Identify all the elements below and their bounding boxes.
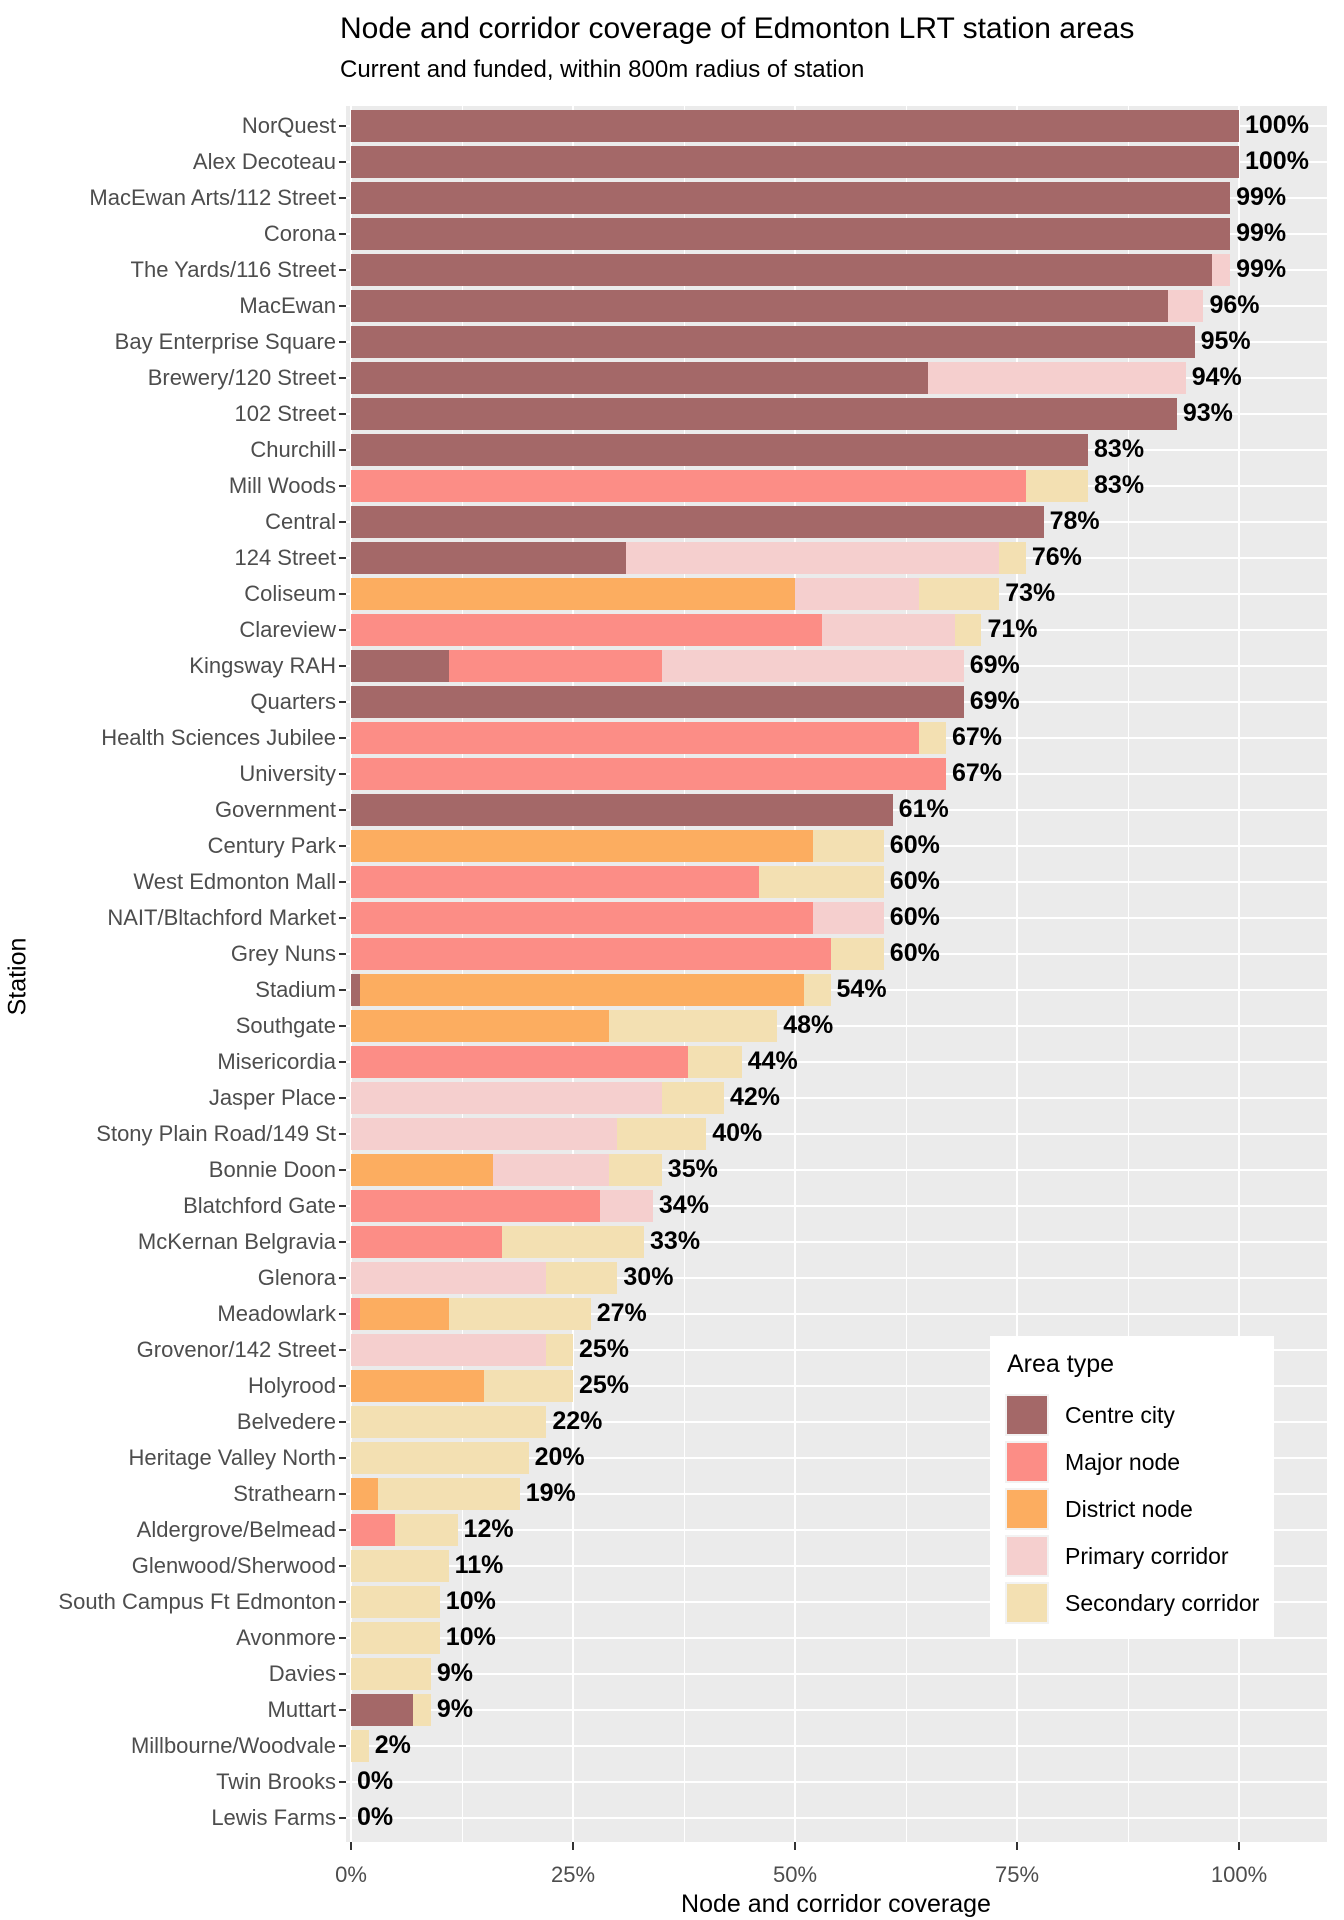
legend-key-secondary-corridor-icon — [1005, 1582, 1049, 1624]
station-label: 124 Street — [234, 545, 336, 570]
station-label: Davies — [268, 1661, 336, 1686]
legend-item-label: Major node — [1065, 1449, 1181, 1475]
bar-segment-secondary-corridor — [831, 938, 884, 970]
bar-segment-secondary-corridor — [919, 578, 999, 610]
x-tick-label: 50% — [772, 1862, 818, 1887]
chart-subtitle: Current and funded, within 800m radius of station — [340, 56, 865, 83]
bar-segment-centre-city — [351, 542, 626, 574]
bar-segment-centre-city — [351, 686, 964, 718]
value-label: 71% — [987, 615, 1038, 643]
y-tick-mark — [339, 269, 346, 271]
y-tick-mark — [339, 1817, 346, 1819]
bar-segment-centre-city — [351, 218, 1230, 250]
bar-segment-secondary-corridor — [351, 1622, 440, 1654]
legend-swatch — [1007, 1537, 1047, 1575]
y-tick-mark — [339, 305, 346, 307]
bar-segment-centre-city — [351, 110, 1239, 142]
y-tick-mark — [339, 1781, 346, 1783]
value-label: 83% — [1094, 471, 1145, 499]
station-label: Alex Decoteau — [192, 149, 336, 174]
station-label: Stadium — [255, 977, 336, 1002]
y-axis-title: Station — [3, 937, 32, 1016]
y-tick-mark — [339, 665, 346, 667]
gridline-horizontal — [346, 1745, 1327, 1747]
bar-segment-centre-city — [351, 434, 1088, 466]
value-label: 9% — [436, 1659, 474, 1687]
value-label: 0% — [357, 1767, 394, 1795]
value-label: 20% — [534, 1443, 585, 1471]
bar-segment-secondary-corridor — [1026, 470, 1088, 502]
value-label: 22% — [552, 1407, 603, 1435]
bar-segment-secondary-corridor — [351, 1730, 369, 1762]
bar-segment-centre-city — [351, 398, 1177, 430]
station-label: Strathearn — [233, 1481, 336, 1506]
station-label: South Campus Ft Edmonton — [58, 1589, 336, 1614]
value-label: 30% — [623, 1263, 674, 1291]
bar-segment-centre-city — [351, 794, 893, 826]
y-tick-mark — [339, 377, 346, 379]
value-label: 100% — [1245, 147, 1309, 175]
bar-segment-centre-city — [351, 506, 1044, 538]
y-tick-mark — [339, 125, 346, 127]
bar-segment-major-node — [351, 866, 759, 898]
bar-segment-primary-corridor — [600, 1190, 653, 1222]
bar-segment-centre-city — [351, 1694, 413, 1726]
bar-segment-primary-corridor — [351, 1262, 546, 1294]
x-tick-mark — [1238, 1842, 1240, 1850]
y-tick-mark — [339, 845, 346, 847]
y-tick-mark — [339, 1601, 346, 1603]
bar-segment-district-node — [351, 1370, 484, 1402]
bar-segment-primary-corridor — [813, 902, 884, 934]
value-label: 33% — [650, 1227, 701, 1255]
bar-segment-centre-city — [351, 974, 360, 1006]
y-tick-mark — [339, 1061, 346, 1063]
bar-segment-primary-corridor — [1168, 290, 1204, 322]
gridline-horizontal — [346, 1709, 1327, 1711]
bar-segment-centre-city — [351, 362, 928, 394]
bar-segment-centre-city — [351, 182, 1230, 214]
value-label: 69% — [969, 651, 1020, 679]
bar-segment-major-node — [351, 614, 822, 646]
bar-segment-secondary-corridor — [688, 1046, 741, 1078]
bar-segment-centre-city — [351, 326, 1195, 358]
bar-segment-primary-corridor — [351, 1118, 617, 1150]
station-label: Kingsway RAH — [189, 653, 336, 678]
station-label: Corona — [263, 221, 336, 246]
x-tick-label: 25% — [550, 1862, 596, 1887]
bar-segment-secondary-corridor — [617, 1118, 706, 1150]
y-tick-mark — [339, 1025, 346, 1027]
bar-segment-major-node — [351, 1298, 360, 1330]
x-tick-label: 100% — [1210, 1862, 1268, 1887]
bar-segment-centre-city — [351, 650, 449, 682]
value-label: 96% — [1209, 291, 1260, 319]
bar-segment-secondary-corridor — [395, 1514, 457, 1546]
bar-segment-centre-city — [351, 146, 1239, 178]
station-label: Brewery/120 Street — [147, 365, 336, 390]
station-label: Meadowlark — [217, 1301, 336, 1326]
station-label: Southgate — [235, 1013, 336, 1038]
station-label: Aldergrove/Belmead — [136, 1517, 336, 1542]
y-tick-mark — [339, 701, 346, 703]
y-tick-mark — [339, 737, 346, 739]
bar-segment-secondary-corridor — [351, 1586, 440, 1618]
value-label: 42% — [729, 1083, 780, 1111]
y-tick-mark — [339, 953, 346, 955]
bar-segment-centre-city — [351, 290, 1168, 322]
value-label: 60% — [889, 867, 940, 895]
station-label: Misericordia — [217, 1049, 336, 1074]
value-label: 9% — [436, 1695, 474, 1723]
y-tick-mark — [339, 773, 346, 775]
bar-segment-primary-corridor — [626, 542, 999, 574]
y-tick-mark — [339, 1565, 346, 1567]
value-label: 19% — [525, 1479, 576, 1507]
station-label: Muttart — [267, 1697, 336, 1722]
y-tick-mark — [339, 809, 346, 811]
station-label: Churchill — [250, 437, 336, 462]
station-label: Blatchford Gate — [183, 1193, 336, 1218]
bar-segment-district-node — [360, 1298, 449, 1330]
bar-segment-secondary-corridor — [351, 1658, 431, 1690]
value-label: 67% — [951, 723, 1002, 751]
y-tick-mark — [339, 1349, 346, 1351]
bar-segment-district-node — [351, 830, 813, 862]
station-label: Heritage Valley North — [128, 1445, 336, 1470]
y-tick-mark — [339, 593, 346, 595]
bar-segment-secondary-corridor — [759, 866, 883, 898]
bar-segment-primary-corridor — [822, 614, 955, 646]
station-label: Century Park — [207, 833, 336, 858]
bar-segment-secondary-corridor — [351, 1442, 529, 1474]
value-label: 10% — [445, 1623, 496, 1651]
bar-segment-major-node — [351, 1514, 395, 1546]
bar-segment-district-node — [351, 1154, 493, 1186]
y-tick-mark — [339, 1133, 346, 1135]
y-tick-mark — [339, 449, 346, 451]
value-label: 44% — [747, 1047, 798, 1075]
bar-segment-secondary-corridor — [609, 1154, 662, 1186]
legend-item-label: Centre city — [1065, 1402, 1175, 1428]
station-label: The Yards/116 Street — [130, 257, 336, 282]
value-label: 40% — [712, 1119, 763, 1147]
station-label: Glenwood/Sherwood — [131, 1553, 336, 1578]
bar-segment-centre-city — [351, 254, 1212, 286]
bar-segment-primary-corridor — [1212, 254, 1230, 286]
station-label: West Edmonton Mall — [133, 869, 336, 894]
bar-segment-secondary-corridor — [804, 974, 831, 1006]
y-tick-mark — [339, 233, 346, 235]
value-label: 99% — [1236, 219, 1287, 247]
value-label: 99% — [1236, 183, 1287, 211]
value-label: 25% — [579, 1371, 630, 1399]
station-label: Central — [265, 509, 336, 534]
bar-segment-district-node — [351, 578, 795, 610]
value-label: 2% — [374, 1731, 411, 1759]
bar-segment-major-node — [351, 722, 919, 754]
station-label: Grovenor/142 Street — [136, 1337, 336, 1362]
station-label: Health Sciences Jubilee — [101, 725, 336, 750]
gridline-horizontal — [346, 1781, 1327, 1783]
legend-item-label: Secondary corridor — [1065, 1590, 1260, 1616]
bar-segment-secondary-corridor — [378, 1478, 520, 1510]
bar-segment-major-node — [351, 470, 1026, 502]
value-label: 60% — [889, 939, 940, 967]
value-label: 60% — [889, 903, 940, 931]
bar-segment-secondary-corridor — [813, 830, 884, 862]
legend-item-label: Primary corridor — [1065, 1543, 1229, 1569]
value-label: 11% — [454, 1551, 504, 1579]
bar-segment-secondary-corridor — [484, 1370, 573, 1402]
chart-title: Node and corridor coverage of Edmonton LRT station areas — [340, 12, 1135, 45]
bar-segment-major-node — [449, 650, 662, 682]
value-label: 48% — [783, 1011, 834, 1039]
legend-item-label: District node — [1065, 1496, 1193, 1522]
y-tick-mark — [339, 1709, 346, 1711]
bar-segment-secondary-corridor — [919, 722, 946, 754]
bar-segment-district-node — [351, 1010, 609, 1042]
station-label: Belvedere — [236, 1409, 336, 1434]
station-label: Government — [214, 797, 336, 822]
x-tick-mark — [1016, 1842, 1018, 1850]
legend-title: Area type — [1007, 1350, 1115, 1378]
legend-swatch — [1007, 1490, 1047, 1528]
bar-segment-primary-corridor — [795, 578, 919, 610]
y-tick-mark — [339, 1529, 346, 1531]
bar-segment-secondary-corridor — [449, 1298, 591, 1330]
legend-swatch — [1007, 1443, 1047, 1481]
station-label: Quarters — [250, 689, 336, 714]
y-tick-mark — [339, 1493, 346, 1495]
bar-segment-major-node — [351, 1226, 502, 1258]
station-label: Coliseum — [244, 581, 336, 606]
x-tick-mark — [794, 1842, 796, 1850]
bar-segment-district-node — [360, 974, 804, 1006]
y-tick-mark — [339, 1277, 346, 1279]
gridline-horizontal — [346, 1673, 1327, 1675]
legend-swatch — [1007, 1584, 1047, 1622]
bar-segment-secondary-corridor — [413, 1694, 431, 1726]
y-tick-mark — [339, 1745, 346, 1747]
bar-segment-secondary-corridor — [609, 1010, 778, 1042]
legend-key-primary-corridor-icon — [1005, 1535, 1049, 1577]
value-label: 0% — [357, 1803, 394, 1831]
y-tick-mark — [339, 1457, 346, 1459]
legend — [990, 1336, 1274, 1638]
station-label: 102 Street — [234, 401, 336, 426]
x-tick-mark — [350, 1842, 352, 1850]
bar-segment-secondary-corridor — [999, 542, 1026, 574]
value-label: 94% — [1191, 363, 1242, 391]
y-tick-mark — [339, 1385, 346, 1387]
bar-segment-primary-corridor — [662, 650, 964, 682]
station-label: University — [239, 761, 336, 786]
station-label: Twin Brooks — [216, 1769, 336, 1794]
bar-segment-secondary-corridor — [662, 1082, 724, 1114]
y-tick-mark — [339, 1637, 346, 1639]
station-label: Avonmore — [236, 1625, 336, 1650]
bar-segment-secondary-corridor — [351, 1550, 449, 1582]
value-label: 73% — [1005, 579, 1056, 607]
gridline-horizontal — [346, 1817, 1327, 1819]
bar-segment-primary-corridor — [351, 1334, 546, 1366]
station-label: Jasper Place — [208, 1085, 336, 1110]
y-tick-mark — [339, 1205, 346, 1207]
value-label: 69% — [969, 687, 1020, 715]
station-label: McKernan Belgravia — [137, 1229, 336, 1254]
y-tick-mark — [339, 341, 346, 343]
value-label: 34% — [658, 1191, 709, 1219]
value-label: 35% — [667, 1155, 718, 1183]
y-tick-mark — [339, 557, 346, 559]
y-tick-mark — [339, 1673, 346, 1675]
bar-segment-secondary-corridor — [546, 1334, 573, 1366]
station-label: Bonnie Doon — [208, 1157, 336, 1182]
y-tick-mark — [339, 161, 346, 163]
bar-segment-district-node — [351, 1478, 378, 1510]
value-label: 12% — [463, 1515, 514, 1543]
value-label: 78% — [1049, 507, 1100, 535]
bar-segment-secondary-corridor — [955, 614, 982, 646]
y-tick-mark — [339, 881, 346, 883]
station-label: Clareview — [239, 617, 336, 642]
x-tick-label: 0% — [335, 1862, 367, 1887]
bar-segment-major-node — [351, 1190, 600, 1222]
y-tick-mark — [339, 413, 346, 415]
value-label: 61% — [898, 795, 949, 823]
station-label: Grey Nuns — [230, 941, 336, 966]
value-label: 67% — [951, 759, 1002, 787]
value-label: 93% — [1182, 399, 1233, 427]
station-label: Bay Enterprise Square — [114, 329, 336, 354]
y-tick-mark — [339, 1421, 346, 1423]
bar-segment-major-node — [351, 938, 831, 970]
x-tick-label: 75% — [994, 1862, 1040, 1887]
bar-segment-major-node — [351, 1046, 688, 1078]
station-label: Glenora — [257, 1265, 336, 1290]
legend-key-major-node-icon — [1005, 1441, 1049, 1483]
bar-segment-primary-corridor — [493, 1154, 608, 1186]
value-label: 99% — [1236, 255, 1287, 283]
station-label: Mill Woods — [228, 473, 336, 498]
bar-segment-major-node — [351, 758, 946, 790]
bar-segment-primary-corridor — [928, 362, 1186, 394]
station-label: MacEwan — [239, 293, 336, 318]
value-label: 54% — [836, 975, 887, 1003]
value-label: 100% — [1245, 111, 1309, 139]
bar-segment-secondary-corridor — [546, 1262, 617, 1294]
y-tick-mark — [339, 917, 346, 919]
y-tick-mark — [339, 521, 346, 523]
x-axis-title: Node and corridor coverage — [681, 1890, 991, 1918]
y-tick-mark — [339, 1241, 346, 1243]
value-label: 10% — [445, 1587, 496, 1615]
station-label: Holyrood — [247, 1373, 336, 1398]
y-tick-mark — [339, 1313, 346, 1315]
y-tick-mark — [339, 197, 346, 199]
legend-swatch — [1007, 1396, 1047, 1434]
y-tick-mark — [339, 485, 346, 487]
y-tick-mark — [339, 1169, 346, 1171]
value-label: 25% — [579, 1335, 630, 1363]
y-tick-mark — [339, 989, 346, 991]
bar-segment-secondary-corridor — [502, 1226, 644, 1258]
bar-segment-primary-corridor — [351, 1082, 662, 1114]
value-label: 27% — [596, 1299, 647, 1327]
station-label: Millbourne/Woodvale — [130, 1733, 336, 1758]
value-label: 76% — [1031, 543, 1082, 571]
station-label: MacEwan Arts/112 Street — [89, 185, 336, 210]
value-label: 95% — [1200, 327, 1251, 355]
bar-segment-secondary-corridor — [351, 1406, 546, 1438]
value-label: 60% — [889, 831, 940, 859]
station-label: Stony Plain Road/149 St — [96, 1121, 336, 1146]
station-label: Lewis Farms — [211, 1805, 336, 1830]
bar-segment-major-node — [351, 902, 813, 934]
y-tick-mark — [339, 629, 346, 631]
y-tick-mark — [339, 1097, 346, 1099]
legend-key-district-node-icon — [1005, 1488, 1049, 1530]
legend-key-centre-city-icon — [1005, 1394, 1049, 1436]
station-label: NorQuest — [241, 113, 336, 138]
value-label: 83% — [1094, 435, 1145, 463]
station-label: NAIT/Bltachford Market — [107, 905, 336, 930]
x-tick-mark — [572, 1842, 574, 1850]
